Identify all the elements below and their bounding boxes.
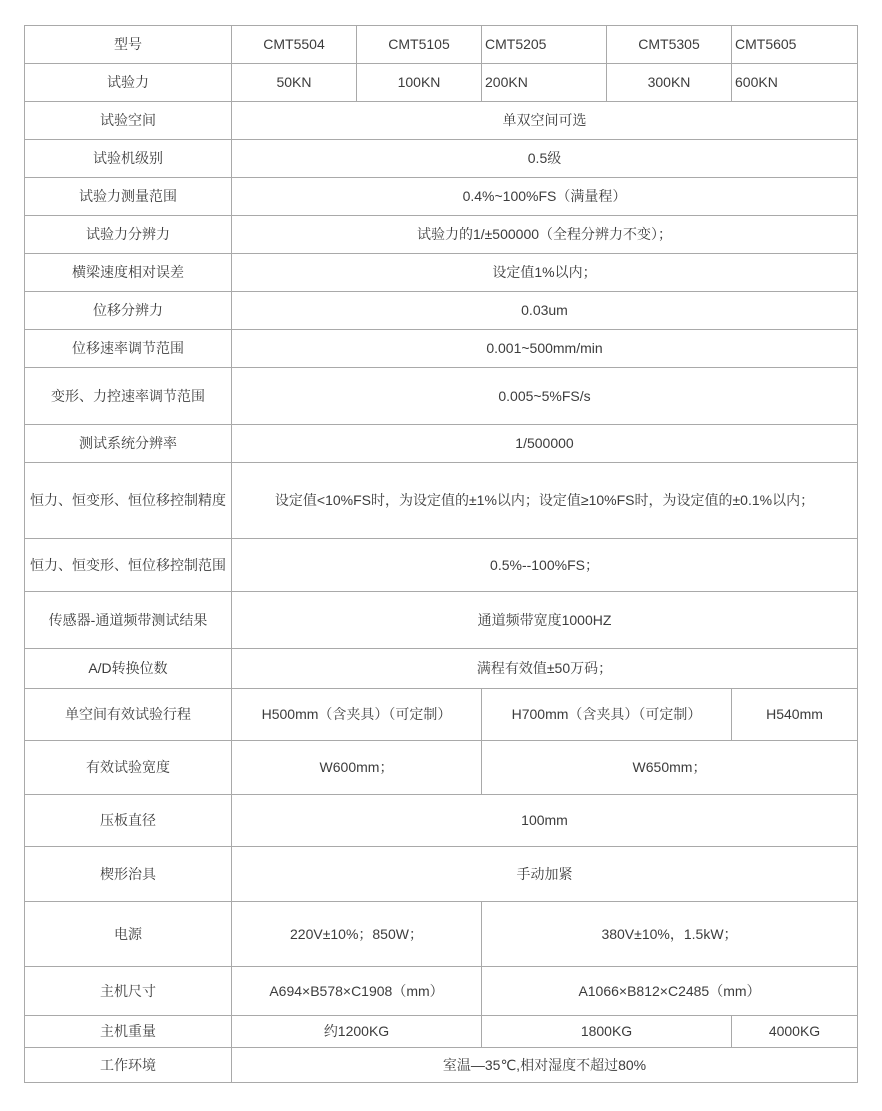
spec-value-cell: 0.03um — [232, 292, 858, 330]
table-row — [25, 741, 858, 795]
spec-value-cell: CMT5504 — [232, 26, 357, 64]
table-row — [25, 592, 858, 649]
spec-value-cell: CMT5605 — [732, 26, 858, 64]
table-row — [25, 178, 858, 216]
spec-value-cell: W600mm； — [232, 741, 482, 795]
spec-value-cell: 0.005~5%FS/s — [232, 368, 858, 425]
spec-value-cell: 4000KG — [732, 1016, 858, 1048]
spec-value-cell: 600KN — [732, 64, 858, 102]
spec-row-label: 主机尺寸 — [25, 967, 232, 1016]
spec-row-label: 电源 — [25, 902, 232, 967]
spec-row-label: 测试系统分辨率 — [25, 425, 232, 463]
table-row — [25, 902, 858, 967]
spec-row-label: 恒力、恒变形、恒位移控制范围 — [25, 539, 232, 592]
table-row — [25, 425, 858, 463]
spec-row-label: 型号 — [25, 26, 232, 64]
spec-value-cell: 约1200KG — [232, 1016, 482, 1048]
table-row — [25, 1016, 858, 1048]
spec-value-cell: 0.5%--100%FS； — [232, 539, 858, 592]
spec-value-cell: 220V±10%；850W； — [232, 902, 482, 967]
spec-value-cell: A694×B578×C1908（mm） — [232, 967, 482, 1016]
table-row — [25, 216, 858, 254]
spec-row-label: 传感器-通道频带测试结果 — [25, 592, 232, 649]
spec-value-cell: 室温—35℃,相对湿度不超过80% — [232, 1048, 858, 1083]
spec-value-cell: 100mm — [232, 795, 858, 847]
spec-row-label: 横梁速度相对误差 — [25, 254, 232, 292]
spec-row-label: 位移分辨力 — [25, 292, 232, 330]
table-row — [25, 64, 858, 102]
spec-value-cell: 200KN — [482, 64, 607, 102]
spec-value-cell: 0.5级 — [232, 140, 858, 178]
spec-value-cell: H500mm（含夹具）（可定制） — [232, 689, 482, 741]
spec-row-label: 变形、力控速率调节范围 — [25, 368, 232, 425]
spec-value-cell: A1066×B812×C2485（mm） — [482, 967, 858, 1016]
spec-value-cell: CMT5305 — [607, 26, 732, 64]
spec-value-cell: H540mm — [732, 689, 858, 741]
spec-row-label: 试验空间 — [25, 102, 232, 140]
table-row — [25, 649, 858, 689]
spec-value-cell: 50KN — [232, 64, 357, 102]
spec-row-label: 单空间有效试验行程 — [25, 689, 232, 741]
spec-row-label: 主机重量 — [25, 1016, 232, 1048]
spec-value-cell: 1800KG — [482, 1016, 732, 1048]
spec-value-cell: 单双空间可选 — [232, 102, 858, 140]
spec-value-cell: 试验力的1/±500000（全程分辨力不变）； — [232, 216, 858, 254]
spec-value-cell: 满程有效值±50万码； — [232, 649, 858, 689]
spec-value-cell: 设定值1%以内； — [232, 254, 858, 292]
spec-row-label: 试验力 — [25, 64, 232, 102]
spec-row-label: 有效试验宽度 — [25, 741, 232, 795]
spec-row-label: 工作环境 — [25, 1048, 232, 1083]
table-row — [25, 967, 858, 1016]
table-row — [25, 254, 858, 292]
table-row — [25, 330, 858, 368]
table-row — [25, 847, 858, 902]
spec-row-label: 试验机级别 — [25, 140, 232, 178]
spec-value-cell: 通道频带宽度1000HZ — [232, 592, 858, 649]
spec-sheet — [24, 25, 858, 1083]
spec-row-label: 恒力、恒变形、恒位移控制精度 — [25, 463, 232, 539]
table-row — [25, 539, 858, 592]
spec-row-label: 楔形治具 — [25, 847, 232, 902]
table-row — [25, 368, 858, 425]
spec-value-cell: CMT5205 — [482, 26, 607, 64]
spec-value-cell: 0.001~500mm/min — [232, 330, 858, 368]
spec-row-label: 位移速率调节范围 — [25, 330, 232, 368]
spec-row-label: 试验力测量范围 — [25, 178, 232, 216]
spec-value-cell: 380V±10%，1.5kW； — [482, 902, 858, 967]
spec-value-cell: 设定值<10%FS时，为设定值的±1%以内；设定值≥10%FS时，为设定值的±0.1%以内； — [232, 463, 858, 539]
spec-row-label: 压板直径 — [25, 795, 232, 847]
spec-table — [24, 25, 858, 1083]
spec-value-cell: 手动加紧 — [232, 847, 858, 902]
spec-value-cell: H700mm（含夹具）（可定制） — [482, 689, 732, 741]
spec-value-cell: CMT5105 — [357, 26, 482, 64]
spec-row-label: 试验力分辨力 — [25, 216, 232, 254]
table-row — [25, 102, 858, 140]
spec-table-body — [25, 26, 858, 1083]
spec-value-cell: W650mm； — [482, 741, 858, 795]
table-row — [25, 1048, 858, 1083]
spec-value-cell: 100KN — [357, 64, 482, 102]
table-row — [25, 292, 858, 330]
spec-value-cell: 300KN — [607, 64, 732, 102]
table-row — [25, 689, 858, 741]
table-row — [25, 795, 858, 847]
spec-value-cell: 0.4%~100%FS（满量程） — [232, 178, 858, 216]
spec-row-label: A/D转换位数 — [25, 649, 232, 689]
table-row — [25, 463, 858, 539]
spec-value-cell: 1/500000 — [232, 425, 858, 463]
table-row — [25, 140, 858, 178]
table-row — [25, 26, 858, 64]
